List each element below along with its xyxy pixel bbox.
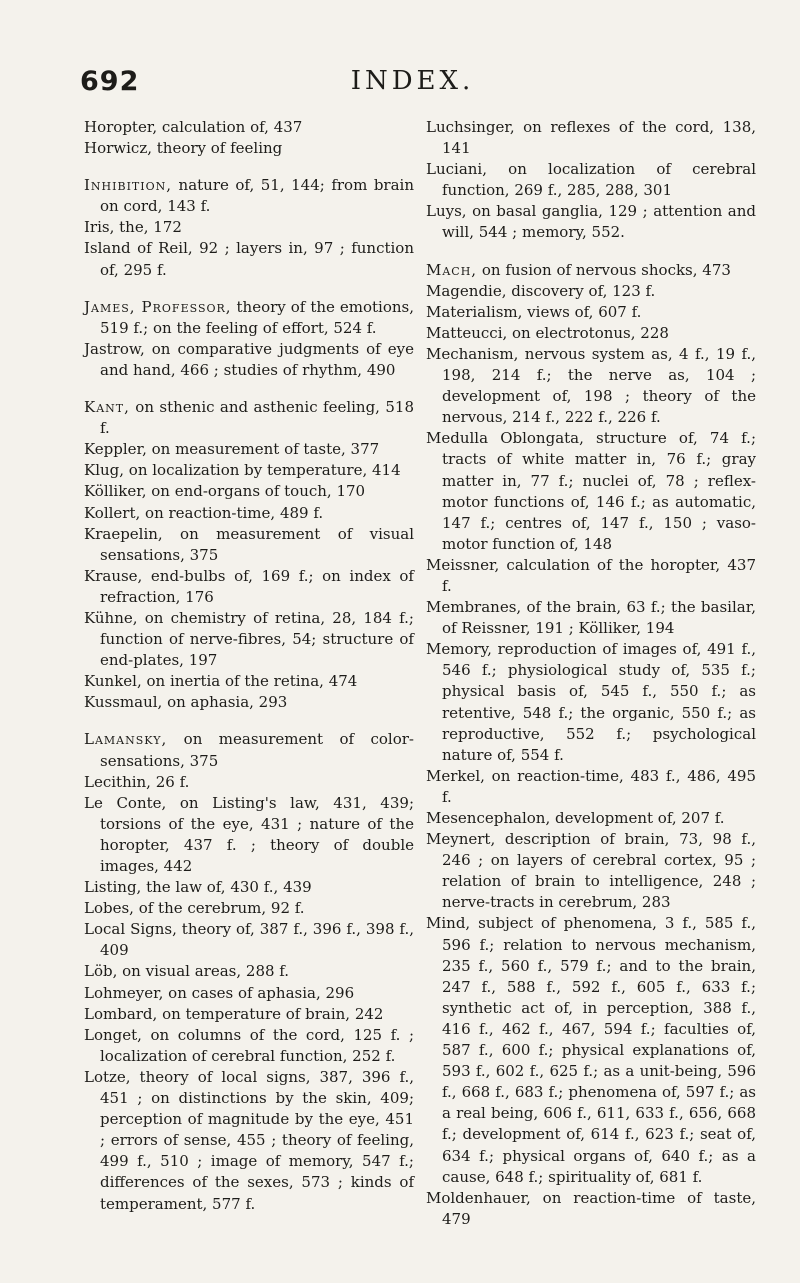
index-entry-text: Horopter, calculation of, 437 [84, 118, 303, 136]
index-entry [84, 297, 414, 339]
index-entry [84, 138, 414, 159]
index-entry-text: on fusion of nervous shocks, 473 [477, 260, 731, 279]
index-entry [84, 671, 414, 692]
index-entry-text: Memory, reproduction of images of, 491 f., 546 f.; physiological study of, 535 f.; physical basis of, 545 f., 550 f.; as retentive, 548 f.; the organic, 550 f.; as reproductive, 552 f.; psychological nature of, 554 f. [426, 640, 756, 764]
index-entry [84, 961, 414, 982]
index-entry-text: Meynert, description of brain, 73, 98 f., 246 ; on layers of cerebral cortex, 95 ; relation of brain to intelligence, 248 ; nerve-tracts in cerebrum, 283 [426, 830, 756, 912]
index-entry-text: Kussmaul, on aphasia, 293 [84, 693, 288, 712]
index-entry-text: Luys, on basal ganglia, 129 ; attention and will, 544 ; memory, 552. [426, 202, 756, 242]
index-entry-text: Longet, on columns of the cord, 125 f. ; localization of cerebral function, 252 f. [84, 1025, 414, 1065]
index-entry-text: Kunkel, on inertia of the retina, 474 [84, 672, 358, 691]
index-entry-text: Materialism, views of, 607 f. [426, 302, 642, 321]
index-entry-text: Listing, the law of, 430 f., 439 [84, 878, 312, 897]
index-entry [426, 159, 756, 201]
index-entry-text: Mind, subject of phenomena, 3 f., 585 f., 596 f.; relation to nervous mechanism, 235 f., 560 f., 579 f.; and to the brain, 247 f., 588 f., 592 f., 605 f., 633 f.; synthetic act of, in perception, 388 f., 416 f., 462 f., 467, 594 f.; faculties of, 587 f., 600 f.; physical explanations of, 593 f., 602 f., 625 f.; as a unit-being, 596 f., 668 f., 683 f.; phenomena of, 597 f.; as a real being, 606 f., 611, 633 f., 656, 668 f.; development of, 614 f., 623 f.; seat of, 634 f.; physical organs of, 640 f.; as a cause, 648 f.; spirituality of, 681 f. [426, 914, 756, 1186]
index-entry [84, 503, 414, 524]
index-entry [426, 117, 756, 159]
index-entry [426, 1188, 756, 1230]
index-entry [84, 397, 414, 439]
index-entry [84, 117, 414, 138]
index-entry-text: Horwicz, theory of feeling [84, 139, 283, 158]
index-entry-text: Local Signs, theory of, 387 f., 396 f., 398 f., 409 [84, 920, 414, 960]
index-entry-text: Lotze, theory of local signs, 387, 396 f., 451 ; on distinctions by the skin, 409; perception of magnitude by the eye, 451 ; errors of sense, 455 ; theory of feeling, 499 f., 510 ; image of memory, 547 f.; differences of the sexes, 573 ; kinds of temperament, 577 f. [84, 1067, 414, 1213]
index-entry [84, 481, 414, 502]
index-entry-text: Kölliker, on end-organs of touch, 170 [84, 482, 366, 501]
index-entry [84, 692, 414, 713]
index-entry-text: theory of the emotions, 519 f.; on the feeling of effort, 524 f. [100, 297, 414, 337]
index-entry-text: Kollert, on reaction-time, 489 f. [84, 503, 324, 522]
index-entry [84, 1067, 414, 1215]
index-entry-text: Lecithin, 26 f. [84, 772, 190, 791]
index-entry [84, 1025, 414, 1067]
index-entry-lead: Kant, [84, 398, 130, 417]
index-entry-text: Löb, on visual areas, 288 f. [84, 962, 290, 981]
index-entry [426, 344, 756, 428]
index-entry [84, 238, 414, 280]
index-entry-text: Mesencephalon, development of, 207 f. [426, 809, 725, 827]
index-entry [84, 217, 414, 238]
index-entry [84, 729, 414, 771]
index-entry [84, 877, 414, 898]
index-entry-text: Luchsinger, on reflexes of the cord, 138, 141 [426, 118, 756, 158]
index-column-right [426, 117, 756, 1230]
index-entry [426, 260, 756, 281]
index-entry [84, 983, 414, 1004]
index-entry [426, 829, 756, 913]
index-entry-text: Membranes, of the brain, 63 f.; the basilar, of Reissner, 191 ; Kölliker, 194 [426, 598, 756, 638]
index-entry [84, 898, 414, 919]
index-entry-text: Klug, on localization by temperature, 414 [84, 461, 401, 480]
index-entry-text: nature of, 51, 144; from brain on cord, 143 f. [100, 176, 414, 216]
index-entry-text: Matteucci, on electrotonus, 228 [426, 323, 669, 342]
index-column-left [84, 117, 414, 1215]
index-entry-text: Le Conte, on Listing's law, 431, 439; torsions of the eye, 431 ; nature of the horopter, 437 f. ; theory of double images, 442 [84, 793, 414, 875]
index-entry [84, 566, 414, 608]
index-entry-text: Keppler, on measurement of taste, 377 [84, 440, 380, 459]
index-entry [426, 555, 756, 597]
index-entry-text: Lohmeyer, on cases of aphasia, 296 [84, 983, 355, 1002]
index-entry [84, 772, 414, 793]
index-entry [426, 639, 756, 766]
index-entry-lead: Lamansky, [84, 730, 168, 749]
index-entry [84, 1004, 414, 1025]
index-entry-text: Moldenhauer, on reaction-time of taste, 479 [426, 1188, 756, 1228]
index-entry-text: Medulla Oblongata, structure of, 74 f.; tracts of white matter in, 76 f.; gray matter in, 77 f.; nuclei of, 78 ; reflex-motor functions of, 146 f.; as automatic, 147 f.; centres of, 147 f., 150 ; vaso-motor function of, 148 [426, 429, 756, 553]
index-entry [426, 597, 756, 639]
index-entry-text: Iris, the, 172 [84, 218, 182, 237]
page-number: 692 [80, 66, 140, 97]
index-entry [426, 201, 756, 243]
index-entry [84, 793, 414, 877]
index-entry [84, 339, 414, 381]
index-entry-text: Island of Reil, 92 ; layers in, 97 ; function of, 295 f. [84, 239, 414, 279]
index-entry [426, 913, 756, 1187]
index-entry [426, 428, 756, 555]
index-entry-text: Lombard, on temperature of brain, 242 [84, 1004, 384, 1023]
index-entry [84, 439, 414, 460]
index-entry [426, 281, 756, 302]
index-entry-lead: Mach, [426, 260, 478, 279]
page-header [80, 66, 745, 102]
index-entry-text: Merkel, on reaction-time, 483 f., 486, 495 f. [426, 766, 756, 806]
index-entry-text: Krause, end-bulbs of, 169 f.; on index of refraction, 176 [84, 566, 414, 606]
index-entry-text: Meissner, calculation of the horopter, 437 f. [426, 555, 756, 595]
index-entry-text: Kühne, on chemistry of retina, 28, 184 f.; function of nerve-fibres, 54; structure of end-plates, 197 [84, 608, 414, 670]
index-entry-text: on measurement of color-sensations, 375 [100, 730, 414, 770]
index-entry-text: Luciani, on localization of cerebral function, 269 f., 285, 288, 301 [426, 160, 756, 200]
index-entry [426, 808, 756, 829]
index-entry-text: on sthenic and asthenic feeling, 518 f. [100, 398, 414, 438]
index-entry [84, 460, 414, 481]
index-entry-lead: Inhibition, [84, 176, 173, 195]
index-entry-text: Kraepelin, on measurement of visual sensations, 375 [84, 524, 414, 564]
index-entry [84, 919, 414, 961]
page-title: INDEX. [350, 66, 475, 96]
index-entry [84, 175, 414, 217]
index-entry [84, 524, 414, 566]
index-entry [426, 766, 756, 808]
index-entry-lead: James, Professor, [84, 297, 232, 316]
index-entry-text: Lobes, of the cerebrum, 92 f. [84, 899, 305, 918]
index-entry-text: Mechanism, nervous system as, 4 f., 19 f., 198, 214 f.; the nerve as, 104 ; development of, 198 ; theory of the nervous, 214 f., 222 f., 226 f. [426, 344, 756, 427]
index-entry-text: Magendie, discovery of, 123 f. [426, 281, 656, 300]
index-entry [84, 608, 414, 671]
index-entry [426, 302, 756, 323]
index-entry [426, 323, 756, 344]
index-entry-text: Jastrow, on comparative judgments of eye and hand, 466 ; studies of rhythm, 490 [84, 339, 414, 379]
